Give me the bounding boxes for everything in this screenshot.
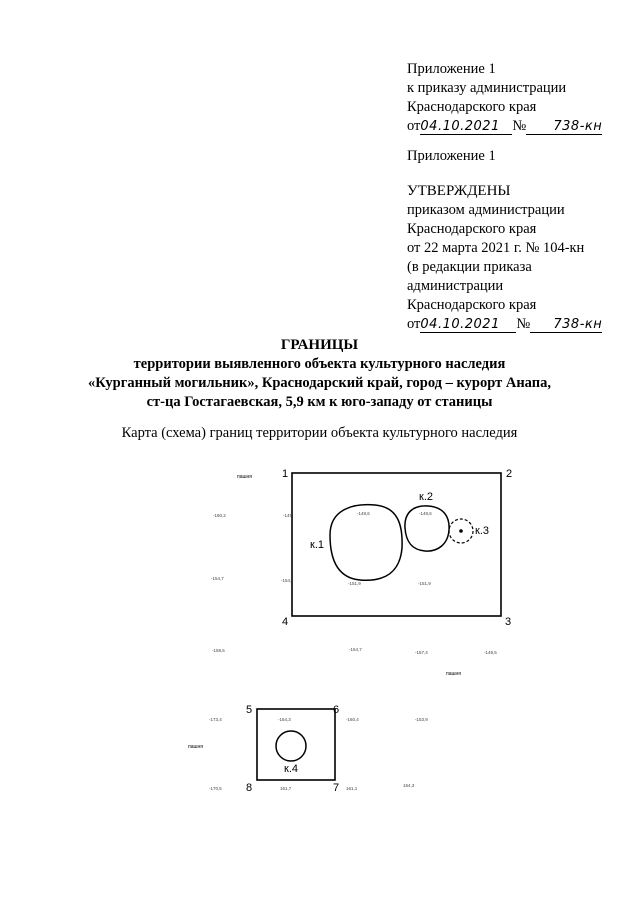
appendix-a-from: от: [407, 118, 421, 134]
appendix-a-line2: к приказу администрации: [407, 80, 567, 96]
approved-line: приказом администрации: [407, 202, 565, 218]
elevation-mark: -157,4: [415, 650, 428, 655]
approved-number: 738-кн: [530, 318, 602, 333]
elevation-mark: -158,5: [212, 648, 225, 653]
corner-label: 8: [246, 782, 253, 794]
title-line3: ст-ца Гостагаевская, 5,9 км к юго-западу от станицы: [146, 394, 493, 410]
approved-line: (в редакции приказа: [407, 259, 532, 275]
elevation-mark: 161,7: [280, 786, 292, 791]
elevation-mark: -160,2: [213, 513, 226, 518]
corner-label: 4: [282, 616, 289, 628]
kurgan-label: к.4: [284, 763, 298, 775]
corner-label: 2: [506, 468, 513, 480]
title-line2: «Курганный могильник», Краснодарский край, город – курорт Анапа,: [88, 375, 551, 391]
appendix-b-line1: Приложение 1: [407, 148, 496, 164]
corner-label: 6: [333, 704, 340, 716]
kurgan-label: к.3: [475, 525, 489, 537]
land-label: пашня: [446, 671, 461, 677]
elevation-mark: -148,6: [419, 511, 432, 516]
kurgan-3-center: [459, 529, 463, 533]
kurgan-1-outline: [330, 505, 402, 581]
elevation-mark: 164,3: [403, 783, 415, 788]
elevation-mark: -164,3: [278, 717, 291, 722]
elevation-mark: -154,: [281, 578, 292, 583]
approved-line: Краснодарского края: [407, 297, 537, 313]
elevation-mark: -160,4: [346, 717, 359, 722]
elevation-mark: -170,5: [209, 786, 222, 791]
elevation-mark: -151,9: [418, 581, 431, 586]
kurgan-label: к.1: [310, 539, 324, 551]
appendix-a-date: 04.10.2021: [420, 120, 512, 135]
elevation-mark: 161,1: [346, 786, 358, 791]
elevation-mark: -173,4: [209, 717, 222, 722]
corner-label: 3: [505, 616, 512, 628]
corner-label: 1: [282, 468, 289, 480]
approved-heading: УТВЕРЖДЕНЫ: [407, 183, 511, 199]
elevation-mark: -149,: [283, 513, 294, 518]
land-label: пашня: [237, 474, 252, 480]
kurgan-4-outline: [276, 731, 306, 761]
land-label: пашня: [188, 744, 203, 750]
appendix-a-line3: Краснодарского края: [407, 99, 537, 115]
elevation-mark: -154,7: [349, 647, 362, 652]
appendix-a-no: №: [512, 118, 527, 134]
approved-no: №: [516, 316, 531, 332]
elevation-mark: -151,9: [348, 581, 361, 586]
title-line1: территории выявленного объекта культурного наследия: [133, 356, 506, 372]
corner-label: 5: [246, 704, 253, 716]
elevation-mark: -154,7: [211, 576, 224, 581]
document-title: ГРАНИЦЫ: [280, 337, 359, 353]
approved-line: от 22 марта 2021 г. № 104-кн: [407, 240, 585, 256]
approved-from: от: [407, 316, 421, 332]
elevation-mark: -153,9: [415, 717, 428, 722]
appendix-a-number: 738-кн: [526, 120, 602, 135]
approved-date: 04.10.2021: [420, 318, 516, 333]
elevation-mark: -149,5: [484, 650, 497, 655]
map-caption: Карта (схема) границ территории объекта культурного наследия: [121, 425, 518, 441]
approved-line: Краснодарского края: [407, 221, 537, 237]
appendix-a-line1: Приложение 1: [407, 61, 496, 77]
approved-line: администрации: [407, 278, 504, 294]
corner-label: 7: [333, 782, 340, 794]
kurgan-label: к.2: [419, 491, 433, 503]
elevation-mark: -148,6: [357, 511, 370, 516]
